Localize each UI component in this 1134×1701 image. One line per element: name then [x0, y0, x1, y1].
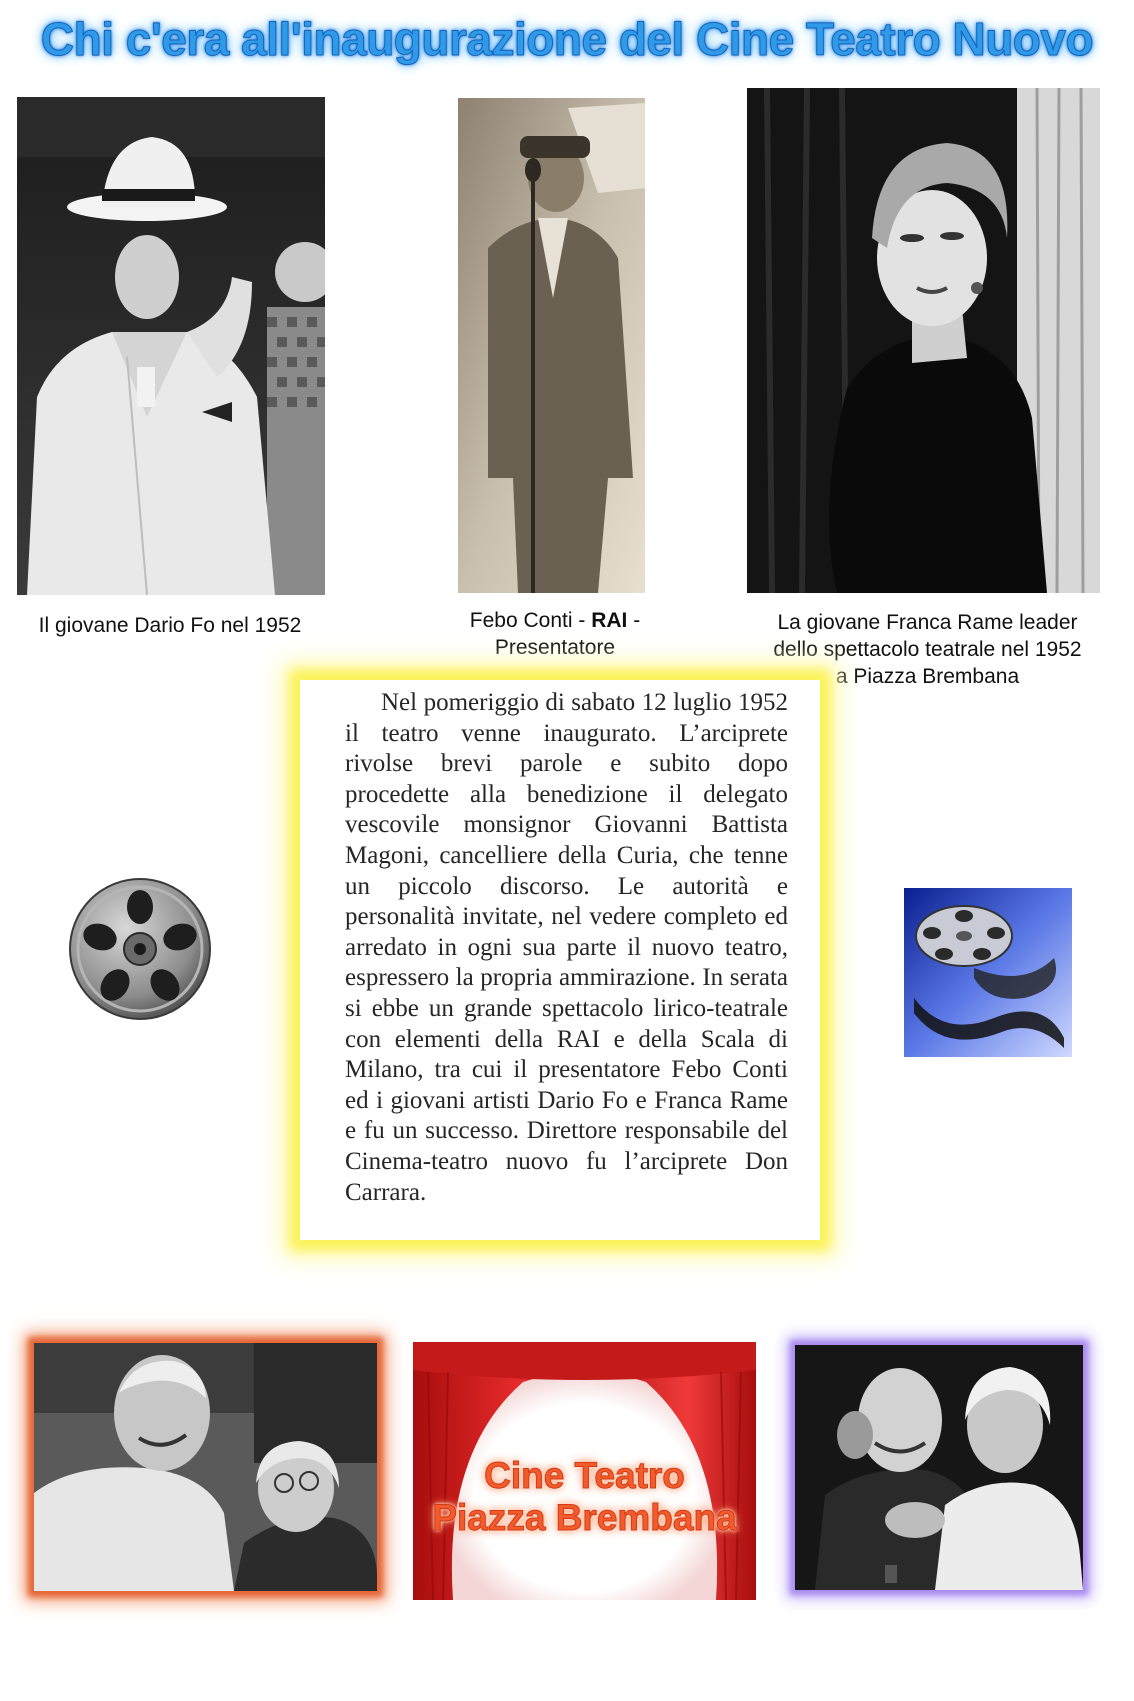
caption-dash: -	[627, 609, 641, 632]
dario-fo-franca-rame-photo-right	[795, 1345, 1083, 1590]
film-reel-blue-icon	[904, 888, 1072, 1057]
film-reel-icon	[68, 877, 212, 1021]
dario-fo-franca-rame-photo-left	[34, 1343, 377, 1591]
rai-label: RAI	[591, 609, 628, 632]
dario-fo-caption: Il giovane Dario Fo nel 1952	[38, 614, 302, 637]
franca-rame-photo	[747, 88, 1100, 593]
febo-conti-caption	[430, 607, 680, 661]
franca-rame-caption-line3: a Piazza Brembana	[835, 665, 1020, 688]
febo-conti-role: Presentatore	[494, 636, 616, 659]
febo-conti-photo	[458, 98, 645, 593]
brand-line1: Cine Teatro	[484, 1455, 685, 1496]
brand-line2: Piazza Brembana	[432, 1497, 737, 1538]
franca-rame-caption-line2: dello spettacolo teatrale nel 1952	[773, 638, 1082, 661]
article-text: Nel pomeriggio di sabato 12 luglio 1952 il teatro venne inaugurato. L’arciprete rivolse brevi parole e subito dopo procedette alla benedizione il delegato vescovile monsignor Giovanni Battista Magoni, cancelliere della Curia, che tenne un piccolo discorso. Le autorità e personalità invitate, nel vedere completo ed arredato in ogni sua parte il nuovo teatro, espressero la propria ammirazione. In serata si ebbe un grande spettacolo lirico-teatrale con elementi della RAI e della Scala di Milano, tra cui il presentatore Febo Conti ed i giovani artisti Dario Fo e Franca Rame e fu un successo. Direttore responsabile del Cinema-teatro nuovo fu l’arciprete Don Carrara.	[345, 689, 788, 1206]
dario-fo-photo	[17, 97, 325, 595]
franca-rame-caption-line1: La giovane Franca Rame leader	[777, 611, 1078, 634]
brand-text	[413, 1455, 756, 1539]
franca-rame-caption	[745, 609, 1110, 690]
page-title: Chi c'era all'inaugurazione del Cine Teatro Nuovo	[40, 13, 1094, 65]
febo-conti-name: Febo Conti -	[469, 609, 592, 632]
